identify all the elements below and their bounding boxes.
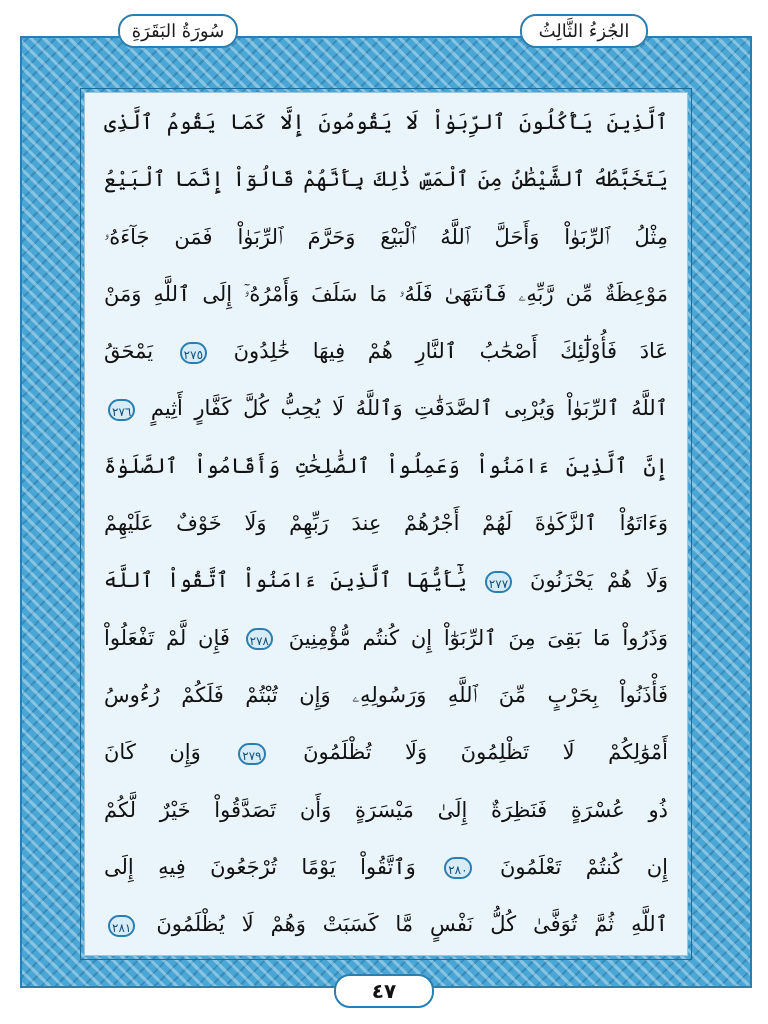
verse-line-text: إِنَّ ٱلَّذِينَ ءَامَنُواْ وَعَمِلُواْ ٱلصَّٰلِحَٰتِ وَأَقَامُواْ ٱلصَّلَوٰةَ: [104, 453, 668, 478]
ayah-number-marker: ٢٨٠: [444, 857, 471, 879]
verse-line-text: مَوْعِظَةٌ مِّن رَّبِّهِۦ فَٱنتَهَىٰ فَلَهُۥ مَا سَلَفَ وَأَمْرُهُۥٓ إِلَى ٱللَّهِ وَمَنْ: [104, 281, 668, 306]
ayah-number-marker: ٢٧٧: [485, 571, 512, 593]
verse-line-text: فَأْذَنُواْ بِحَرْبٍ مِّنَ ٱللَّهِ وَرَسُولِهِۦ وَإِن تُبْتُمْ فَلَكُمْ رُءُوسُ: [104, 682, 668, 707]
verse-text-block: [104, 94, 668, 954]
ayah-number-marker: ٢٧٦: [108, 399, 135, 421]
verse-line: [104, 724, 668, 781]
verse-line-text: عَادَ فَأُوْلَٰٓئِكَ أَصْحَٰبُ ٱلنَّارِ هُمْ فِيهَا خَٰلِدُونَ: [233, 339, 668, 364]
verse-line: [104, 552, 668, 609]
verse-line-continuation: وَٱتَّقُواْ يَوْمًا تُرْجَعُونَ فِيهِ إِلَى: [104, 854, 416, 879]
verse-line-continuation: يَٰٓأَيُّهَا ٱلَّذِينَ ءَامَنُواْ ٱتَّقُواْ ٱللَّهَ: [104, 568, 467, 593]
verse-line: [104, 782, 668, 839]
verse-line: [104, 151, 668, 208]
verse-line-text: وَذَرُواْ مَا بَقِىَ مِنَ ٱلرِّبَوٰٓاْ إِن كُنتُم مُّؤْمِنِينَ: [288, 625, 668, 650]
verse-line-continuation: وَإِن كَانَ: [104, 740, 201, 765]
page-number: ٤٧: [334, 974, 434, 1008]
verse-line-text: إِن كُنتُمْ تَعْلَمُونَ: [499, 854, 668, 879]
verse-line: [104, 380, 668, 437]
verse-line-text: وَلَا هُمْ يَحْزَنُونَ: [530, 568, 668, 593]
verse-line-text: ذُو عُسْرَةٍ فَنَظِرَةٌ إِلَىٰ مَيْسَرَةٍ وَأَن تَصَدَّقُواْ خَيْرٌ لَّكُمْ: [104, 797, 668, 822]
verse-line-continuation: فَإِن لَّمْ تَفْعَلُواْ: [104, 625, 230, 650]
verse-line: [104, 94, 668, 151]
ayah-number-marker: ٢٧٨: [246, 628, 273, 650]
verse-line-text: وَءَاتَوُاْ ٱلزَّكَوٰةَ لَهُمْ أَجْرُهُمْ عِندَ رَبِّهِمْ وَلَا خَوْفٌ عَلَيْهِمْ: [104, 511, 668, 536]
verse-line-continuation: يَمْحَقُ: [104, 339, 154, 364]
verse-line: [104, 323, 668, 380]
verse-line: [104, 839, 668, 896]
verse-line: [104, 209, 668, 266]
verse-line: [104, 667, 668, 724]
ayah-number-marker: ٢٨١: [108, 915, 135, 937]
verse-line: [104, 610, 668, 667]
verse-line: [104, 438, 668, 495]
ayah-number-marker: ٢٧٥: [180, 342, 207, 364]
verse-line: [104, 266, 668, 323]
verse-line-text: مِثْلُ ٱلرِّبَوٰاْ وَأَحَلَّ ٱللَّهُ ٱلْبَيْعَ وَحَرَّمَ ٱلرِّبَوٰاْ فَمَن جَآءَهُۥ: [104, 224, 668, 249]
verse-line: [104, 896, 668, 953]
verse-line-text: ٱللَّهُ ٱلرِّبَوٰاْ وَيُرْبِى ٱلصَّدَقَٰتِ وَٱللَّهُ لَا يُحِبُّ كُلَّ كَفَّارٍ أَثِيمٍ: [150, 396, 668, 421]
verse-line-text: ٱلَّذِينَ يَأْكُلُونَ ٱلرِّبَوٰاْ لَا يَقُومُونَ إِلَّا كَمَا يَقُومُ ٱلَّذِى: [104, 110, 668, 134]
verse-line-text: أَمْوَٰلِكُمْ لَا تَظْلِمُونَ وَلَا تُظْلَمُونَ: [303, 740, 668, 765]
ayah-number-marker: ٢٧٩: [238, 743, 265, 765]
juz-label: الجُزءُ الثَّالِثُ: [520, 14, 648, 48]
verse-line-text: يَتَخَبَّطُهُ ٱلشَّيْطَٰنُ مِنَ ٱلْمَسِّ ذَٰلِكَ بِأَنَّهُمْ قَالُوٓاْ إِنَّمَا ٱلْبَيْعُ: [104, 167, 668, 192]
verse-line: [104, 495, 668, 552]
verse-line-text: ٱللَّهِ ثُمَّ تُوَفَّىٰ كُلُّ نَفْسٍ مَّا كَسَبَتْ وَهُمْ لَا يُظْلَمُونَ: [156, 912, 668, 937]
surah-name-label: سُورَةُ البَقَرَةِ: [118, 14, 238, 48]
